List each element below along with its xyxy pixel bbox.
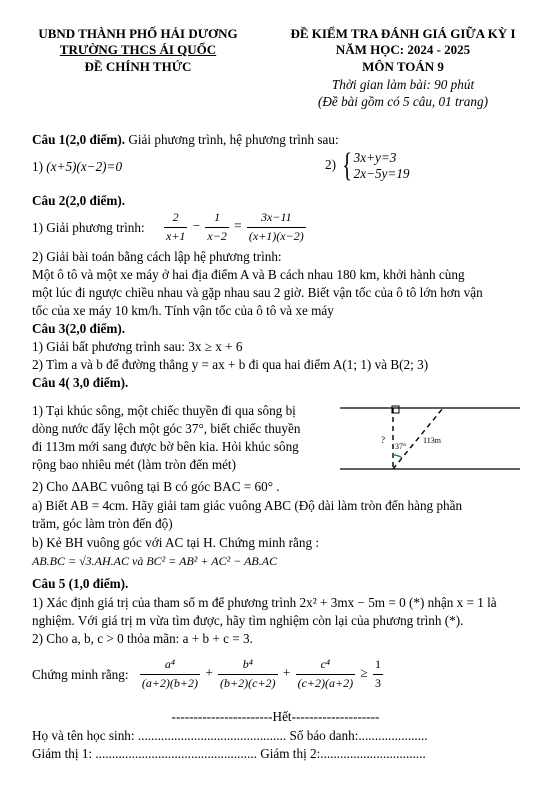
q2-part1: 1) Giải phương trình: $\frac{2}{x+1}$ − $\frac{1}{x-2}$ = $\frac{3x-11}{(x+1)(x-2)}$: [32, 210, 304, 243]
header-subject: MÔN TOÁN 9: [362, 59, 444, 74]
end-marker: -----------------------Hết--------------------: [171, 709, 380, 724]
q5-part1-line1: 1) Xác định giá trị của tham số m để phương trình 2x² + 3mx − 5m = 0 (*) nhận x = 1 là: [32, 595, 497, 610]
q4-part2b: b) Kẻ BH vuông góc với AC tại H. Chứng minh rằng :: [32, 535, 320, 550]
q4-part2b-formula: AB.BC = √3.AH.AC và BC² = AB² + AC² − AB.AC: [32, 554, 278, 568]
q1-heading: Câu 1(2,0 điểm). Giải phương trình, hệ phương trình sau:: [32, 132, 339, 147]
q3-part1: 1) Giải bất phương trình sau: 3x ≥ x + 6: [32, 339, 243, 354]
q4-part1-line2: dòng nước đẩy lệch một góc 37°, biết chiếc thuyền: [32, 421, 301, 436]
fig-unknown-label: ?: [381, 435, 385, 445]
q4-heading: Câu 4( 3,0 điểm).: [32, 375, 129, 390]
q2-part2: 2) Giải bài toán bằng cách lập hệ phương trình:: [32, 249, 282, 264]
q3-heading: Câu 3(2,0 điểm).: [32, 321, 126, 336]
q5-heading: Câu 5 (1,0 điểm).: [32, 576, 129, 591]
q2-text-line1: Một ô tô và một xe máy ở hai địa điểm A và B cách nhau 180 km, khởi hành cùng: [32, 267, 465, 282]
header-exam-title: ĐỀ KIỂM TRA ĐÁNH GIÁ GIỮA KỲ I: [290, 26, 516, 41]
q4-part1-line1: 1) Tại khúc sông, một chiếc thuyền đi qua sông bị: [32, 403, 296, 418]
student-info-line: Họ và tên học sinh: ............................................. Số báo danh:.....................: [32, 728, 428, 743]
q1-system: { 3x+y=3 2x−5y=19: [342, 147, 410, 184]
q4-part1-line4: rộng bao nhiêu mét (làm tròn đến mét): [32, 457, 236, 472]
header-school-year: NĂM HỌC: 2024 - 2025: [335, 42, 471, 57]
q5-part1-line2: nghiệm. Với giá trị m vừa tìm được, hãy tìm nghiệm còn lại của phương trình (*).: [32, 613, 464, 628]
q4-part1-line3: đi 113m mới sang được bờ bên kia. Hỏi khúc sông: [32, 439, 299, 454]
q2-text-line2: một lúc đi ngược chiều nhau và gặp nhau sau 2 giờ. Biết vận tốc của ô tô lớn hơn vận: [32, 285, 483, 300]
q1-part1: 1) (x+5)(x−2)=0: [32, 159, 123, 174]
q2-heading: Câu 2(2,0 điểm).: [32, 193, 126, 208]
q5-part2: 2) Cho a, b, c > 0 thỏa mãn: a + b + c = 3.: [32, 631, 253, 646]
header-school: TRƯỜNG THCS ÁI QUỐC: [59, 42, 217, 57]
q1-part2: 2) { 3x+y=3 2x−5y=19: [325, 147, 410, 184]
q4-part2a-line1: a) Biết AB = 4cm. Hãy giải tam giác vuông ABC (Độ dài làm tròn đến hàng phần: [32, 498, 463, 513]
q3-part2: 2) Tìm a và b để đường thẳng y = ax + b đi qua hai điểm A(1; 1) và B(2; 3): [32, 357, 429, 372]
header-official: ĐỀ CHÍNH THỨC: [84, 59, 192, 74]
q4-part2a-line2: trăm, góc làm tròn đến độ): [32, 516, 173, 531]
proctor-line: Giám thị 1: ................................................. Giám thị 2:................................: [32, 746, 426, 761]
header-department: UBND THÀNH PHỐ HẢI DƯƠNG: [38, 26, 238, 41]
fig-length-label: 113m: [423, 436, 441, 445]
q2-text-line3: tốc của xe máy 10 km/h. Tính vận tốc của ô tô và xe máy: [32, 303, 334, 318]
q5-inequality: Chứng minh rằng: $\frac{\text{a⁴}}{(a+2)(b+2)}$ + $\frac{\text{b⁴}}{(b+2)(c+2)}$ + $\frac{\text{c⁴}}{(c+2)(a+2)}$ ≥ $\frac{1}{3}$: [32, 657, 381, 690]
q4-part2: 2) Cho ΔABC vuông tại B có góc BAC = 60° .: [32, 479, 280, 494]
river-crossing-figure: [335, 398, 525, 488]
fig-angle-label: 37°: [395, 442, 407, 451]
header-pages: (Đề bài gồm có 5 câu, 01 trang): [318, 94, 488, 109]
header-time: Thời gian làm bài: 90 phút: [331, 77, 475, 92]
angle-arc: [393, 455, 402, 458]
